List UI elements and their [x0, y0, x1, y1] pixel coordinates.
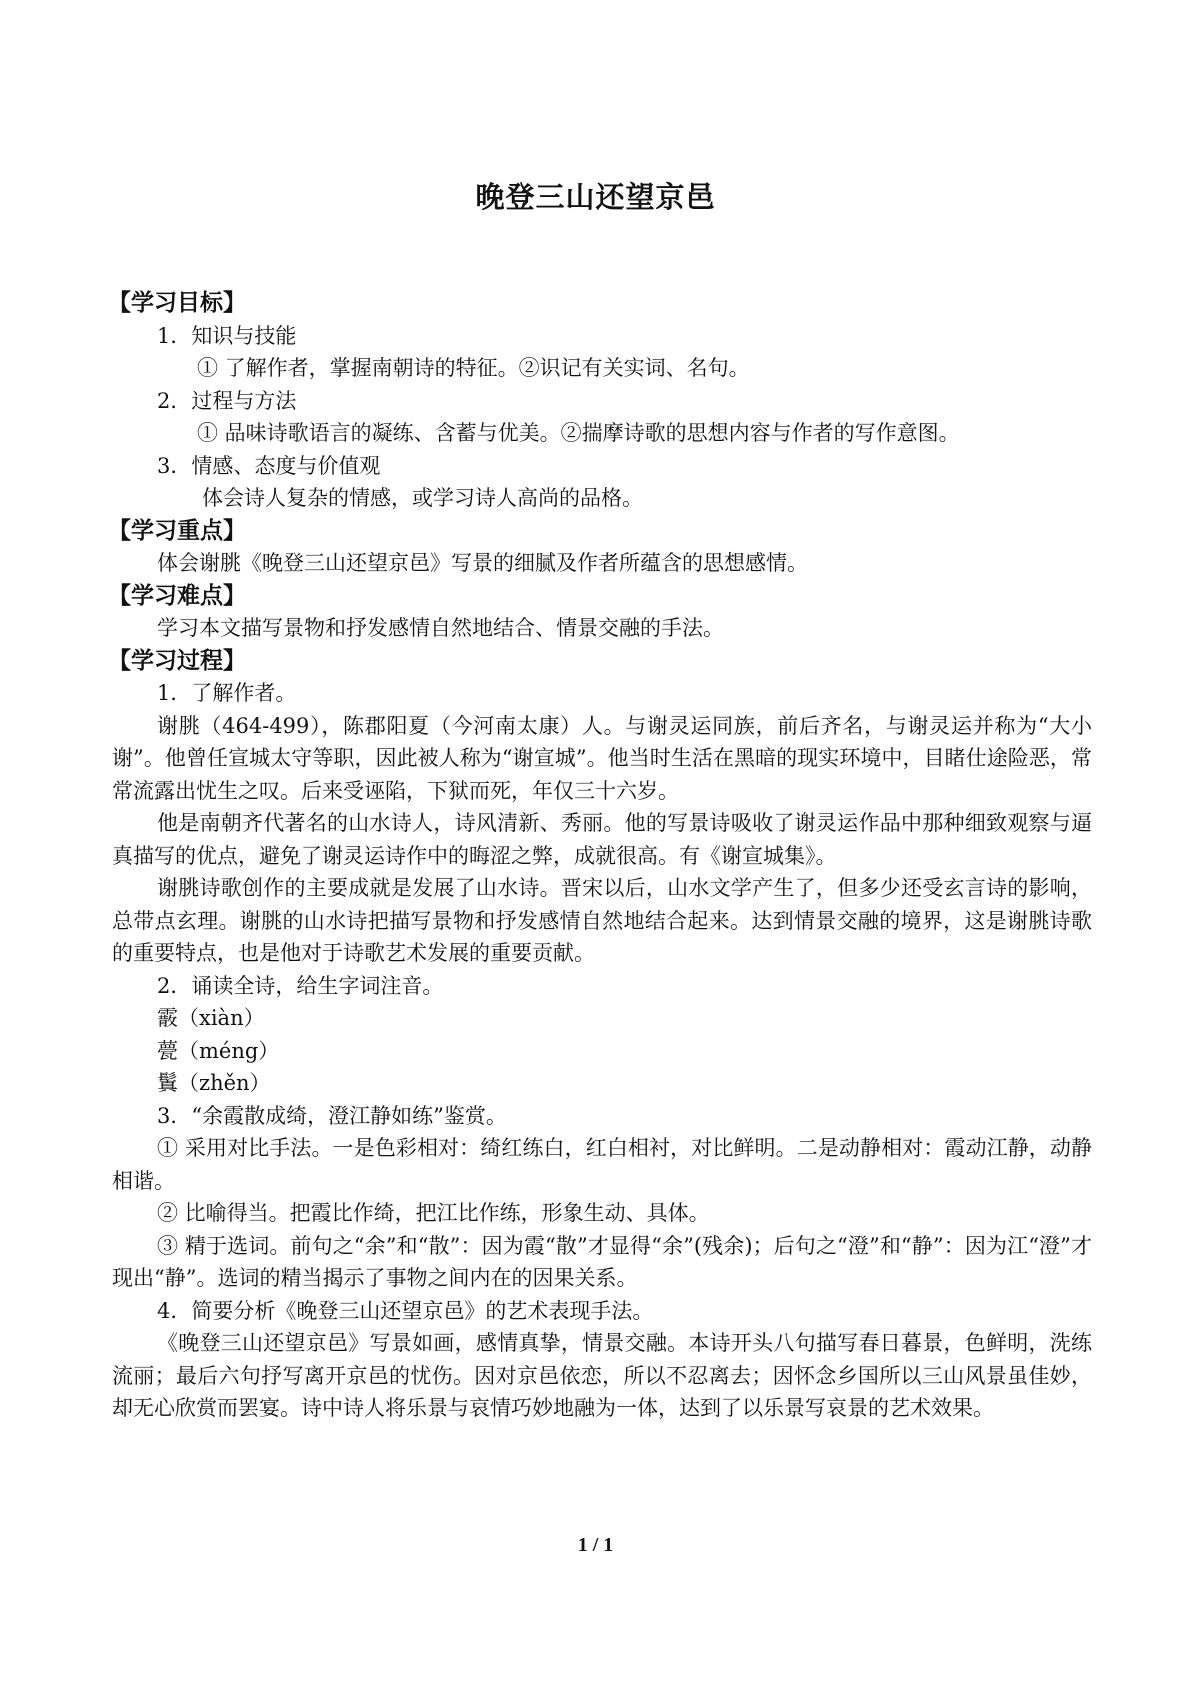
section-heading-difficulty: 【学习难点】 — [108, 582, 246, 609]
page-number: 1 / 1 — [577, 1534, 614, 1556]
process-step-1: 1．了解作者。 — [157, 681, 297, 705]
section-heading-process: 【学习过程】 — [108, 647, 246, 674]
pinyin-item-1: 霰（xiàn） — [157, 1006, 265, 1030]
section-heading-goals: 【学习目标】 — [108, 290, 246, 316]
goal-item-2: 2．过程与方法 — [157, 388, 297, 413]
analysis-paragraph: 《晚登三山还望京邑》写景如画，感情真挚，情景交融。本诗开头八句描写春日暮景，色鲜明，洗练流丽；最后六句抒写离开京邑的忧伤。因对京邑依恋，所以不忍离去；因怀念乡国所以三山风景虽佳妙，却无心欣赏而罢宴。诗中诗人将乐景与哀情巧妙地融为一体，达到了以乐景写哀景的艺术效果。 — [112, 1331, 1092, 1420]
process-step-4: 4．简要分析《晚登三山还望京邑》的艺术表现手法。 — [157, 1298, 654, 1323]
pinyin-item-2: 甍（méng） — [157, 1038, 280, 1063]
focus-text: 体会谢朓《晚登三山还望京邑》写景的细腻及作者所蕴含的思想感情。 — [157, 551, 808, 575]
section-heading-focus: 【学习重点】 — [108, 517, 246, 544]
process-step-2: 2．诵读全诗，给生字词注音。 — [157, 973, 444, 998]
document-title: 晚登三山还望京邑 — [475, 180, 716, 214]
document-body — [108, 287, 1093, 1425]
author-paragraph-3: 谢朓诗歌创作的主要成就是发展了山水诗。晋宋以后，山水文学产生了，但多少还受玄言诗的影响，总带点玄理。谢朓的山水诗把描写景物和抒发感情自然地结合起来。达到情景交融的境界，这是谢朓诗歌的重要特点，也是他对于诗歌艺术发展的重要贡献。 — [112, 876, 1092, 965]
process-step-3: 3．“余霞散成绮，澄江静如练”鉴赏。 — [157, 1103, 507, 1128]
goal-item-2-detail: ① 品味诗歌语言的凝练、含蓄与优美。②揣摩诗歌的思想内容与作者的写作意图。 — [197, 421, 960, 445]
goal-item-3-detail: 体会诗人复杂的情感，或学习诗人高尚的品格。 — [202, 486, 643, 510]
author-paragraph-2: 他是南朝齐代著名的山水诗人，诗风清新、秀丽。他的写景诗吸收了谢灵运作品中那种细致观察与逼真描写的优点，避免了谢灵运诗作中的晦涩之弊，成就很高。有《谢宣城集》。 — [112, 811, 1092, 868]
appreciation-point-1: ① 采用对比手法。一是色彩相对：绮红练白，红白相衬，对比鲜明。二是动静相对：霞动江静，动静相谐。 — [112, 1136, 1092, 1193]
difficulty-text: 学习本文描写景物和抒发感情自然地结合、情景交融的手法。 — [157, 616, 724, 640]
goal-item-1-detail: ① 了解作者，掌握南朝诗的特征。②识记有关实词、名句。 — [197, 356, 750, 380]
author-paragraph-1: 谢朓（464-499），陈郡阳夏（今河南太康）人。与谢灵运同族，前后齐名，与谢灵运并称为“大小谢”。他曾任宣城太守等职，因此被人称为“谢宣城”。他当时生活在黑暗的现实环境中，目睹仕途险恶，常常流露出忧生之叹。后来受诬陷，下狱而死，年仅三十六岁。 — [112, 713, 1092, 803]
appreciation-point-3: ③ 精于选词。前句之“余”和“散”：因为霞“散”才显得“余”(残余)；后句之“澄”和“静”：因为江“澄”才现出“静”。选词的精当揭示了事物之间内在的因果关系。 — [112, 1233, 1093, 1290]
goal-item-1: 1．知识与技能 — [157, 323, 297, 348]
pinyin-item-3: 鬒（zhěn） — [157, 1071, 271, 1095]
appreciation-point-2: ② 比喻得当。把霞比作绮，把江比作练，形象生动、具体。 — [157, 1201, 710, 1225]
goal-item-3: 3．情感、态度与价值观 — [157, 453, 381, 478]
